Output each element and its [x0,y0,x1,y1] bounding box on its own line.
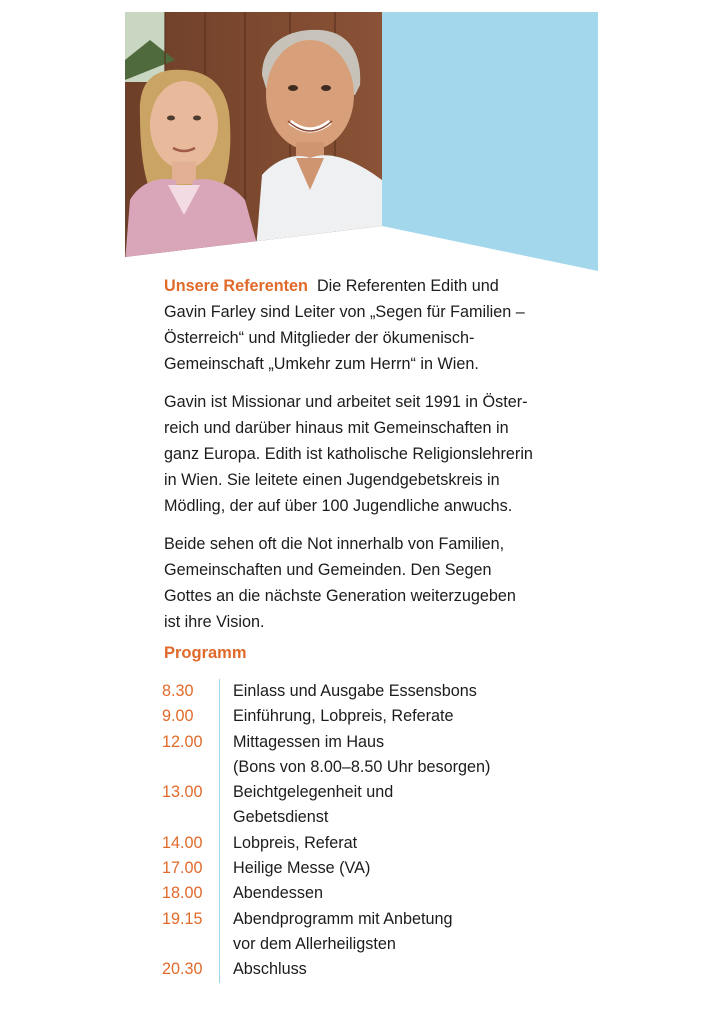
schedule-description: Abschluss [233,960,307,979]
header-banner [0,0,724,280]
divider [219,831,220,856]
text-line: Gemeinschaft „Umkehr zum Herrn“ in Wien. [164,355,479,373]
speakers-paragraph-3 [164,531,584,635]
divider [219,907,220,958]
divider [219,856,220,881]
speakers-paragraph-1-line-1: Unsere Referenten Die Referenten Edith und [164,277,499,295]
schedule-row [162,704,592,729]
speakers-section [164,273,584,647]
divider [219,780,220,831]
text-line: Gottes an die nächste Generation weiterzugeben [164,587,516,605]
text-line: Gemeinschaften und Gemeinden. Den Segen [164,561,492,579]
programm-schedule [162,679,592,983]
schedule-description: Abendprogramm mit Anbetung vor dem Allerheiligsten [233,909,453,953]
schedule-description: Einführung, Lobpreis, Referate [233,707,454,726]
schedule-time: 8.30 [162,682,194,700]
schedule-time: 19.15 [162,909,203,928]
schedule-description: Abendessen [233,884,324,903]
text-line: Mödling, der auf über 100 Jugendliche anwuchs. [164,497,513,515]
text-line: ist ihre Vision. [164,613,265,631]
divider [219,679,220,704]
text-line: Gavin Farley sind Leiter von „Segen für Familien – [164,303,525,321]
programm-title: Programm [164,644,247,662]
speakers-paragraph-1 [164,273,584,377]
text-line: Gavin ist Missionar und arbeitet seit 1991 in Öster- [164,393,528,411]
text-line: Beide sehen oft die Not innerhalb von Familien, [164,535,505,553]
schedule-description: Heilige Messe (VA) [233,859,371,878]
schedule-description: Beichtgelegenheit und Gebetsdienst [233,783,394,827]
schedule-description: Einlass und Ausgabe Essensbons [233,682,477,700]
schedule-row [162,856,592,881]
schedule-time: 14.00 [162,833,203,852]
schedule-row [162,907,592,958]
schedule-time: 13.00 [162,783,203,802]
schedule-row [162,881,592,906]
schedule-time: 20.30 [162,960,203,979]
schedule-time: 12.00 [162,732,203,751]
text-line: reich und darüber hinaus mit Gemeinschaften in [164,419,509,437]
divider [219,704,220,729]
schedule-description: Lobpreis, Referat [233,833,358,852]
blue-ribbon-shape [382,12,598,271]
divider [219,957,220,982]
schedule-row [162,679,592,704]
schedule-time: 18.00 [162,884,203,903]
speakers-heading: Unsere Referenten [164,277,308,295]
schedule-row [162,957,592,982]
schedule-row [162,780,592,831]
text-line: in Wien. Sie leitete einen Jugendgebetskreis in [164,471,500,489]
schedule-description: Mittagessen im Haus (Bons von 8.00–8.50 Uhr besorgen) [233,732,491,776]
schedule-row [162,831,592,856]
divider [219,881,220,906]
speakers-photo [125,12,382,262]
schedule-time: 9.00 [162,707,194,726]
schedule-time: 17.00 [162,859,203,878]
divider [219,730,220,781]
schedule-row [162,730,592,781]
text-line: Österreich“ und Mitglieder der ökumenisch- [164,329,475,347]
speakers-paragraph-2 [164,389,584,519]
text-line: ganz Europa. Edith ist katholische Religionslehrerin [164,445,533,463]
